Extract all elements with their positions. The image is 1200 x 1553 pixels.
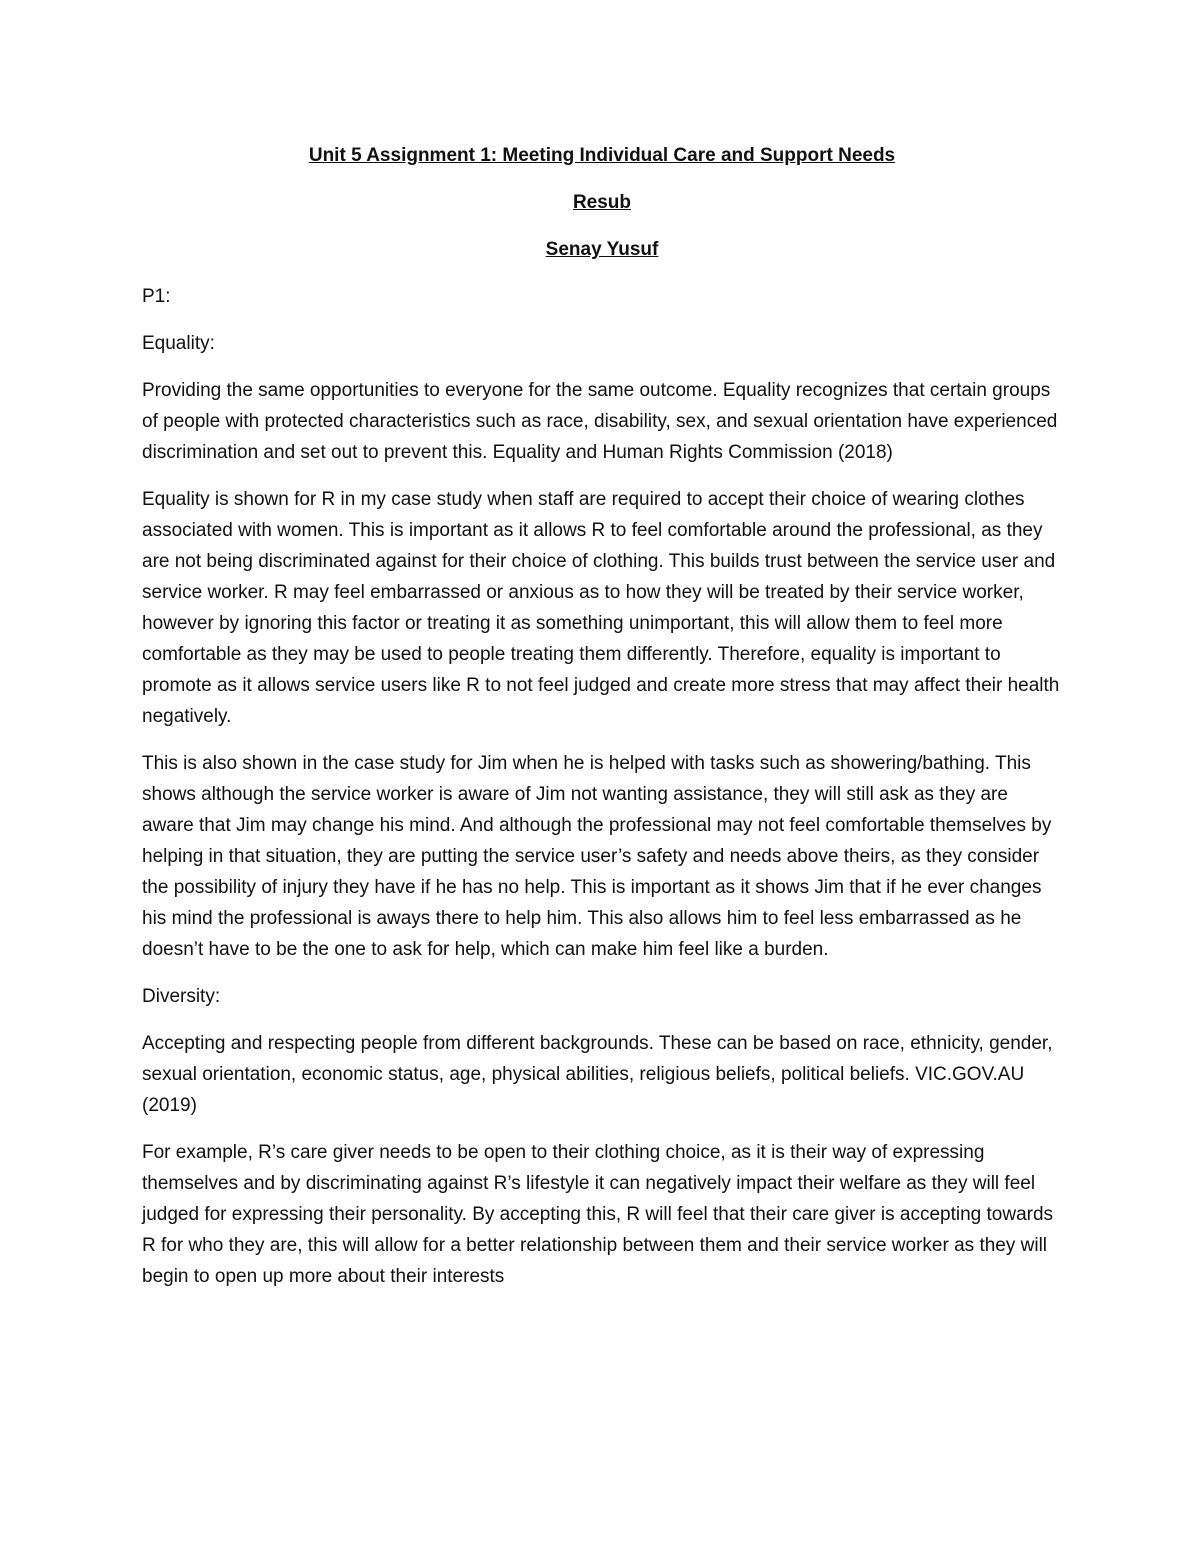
- equality-paragraph: Equality is shown for R in my case study when staff are required to accept their choice of wearing clothes associated with women. This is important as it allows R to feel comfortable around the professional, as they are not being discriminated against for their choice of clothing. This builds trust between the service user and service worker. R may feel embarrassed or anxious as to how they will be treated by their service worker, however by ignoring this factor or treating it as something unimportant, this will allow them to feel more comfortable as they may be used to people treating them differently. Therefore, equality is important to promote as it allows service users like R to not feel judged and create more stress that may affect their health negatively.: [142, 489, 1060, 727]
- document-author: Senay Yusuf: [545, 239, 659, 260]
- equality-paragraph: This is also shown in the case study for Jim when he is helped with tasks such as showering/bathing. This shows although the service worker is aware of Jim not wanting assistance, they will still ask as they are aware that Jim may change his mind. And although the professional may not feel comfortable themselves by helping in that situation, they are putting the service user’s safety and needs above theirs, as they consider the possibility of injury they have if he has no help. This is important as it shows Jim that if he ever changes his mind the professional is aways there to help him. This also allows him to feel less embarrassed as he doesn’t have to be the one to ask for help, which can make him feel like a burden.: [142, 753, 1052, 960]
- section-label: P1:: [142, 286, 171, 307]
- diversity-heading: Diversity:: [142, 986, 221, 1007]
- diversity-paragraph: Accepting and respecting people from different backgrounds. These can be based on race, ethnicity, gender, sexual orientation, economic status, age, physical abilities, religious beliefs, political beliefs. VIC.GOV.AU (2019): [142, 1033, 1053, 1116]
- equality-heading: Equality:: [142, 333, 215, 354]
- diversity-paragraph: For example, R’s care giver needs to be open to their clothing choice, as it is their way of expressing themselves and by discriminating against R’s lifestyle it can negatively impact their welfare as they will feel judged for expressing their personality. By accepting this, R will feel that their care giver is accepting towards R for who they are, this will allow for a better relationship between them and their service worker as they will begin to open up more about their interests: [142, 1142, 1054, 1287]
- document-subtitle: Resub: [572, 192, 632, 213]
- document-title: Unit 5 Assignment 1: Meeting Individual Care and Support Needs: [308, 145, 896, 166]
- equality-paragraph: Providing the same opportunities to everyone for the same outcome. Equality recognizes that certain groups of people with protected characteristics such as race, disability, sex, and sexual orientation have experienced discrimination and set out to prevent this. Equality and Human Rights Commission (2018): [142, 380, 1058, 463]
- document-body: [142, 140, 1062, 1308]
